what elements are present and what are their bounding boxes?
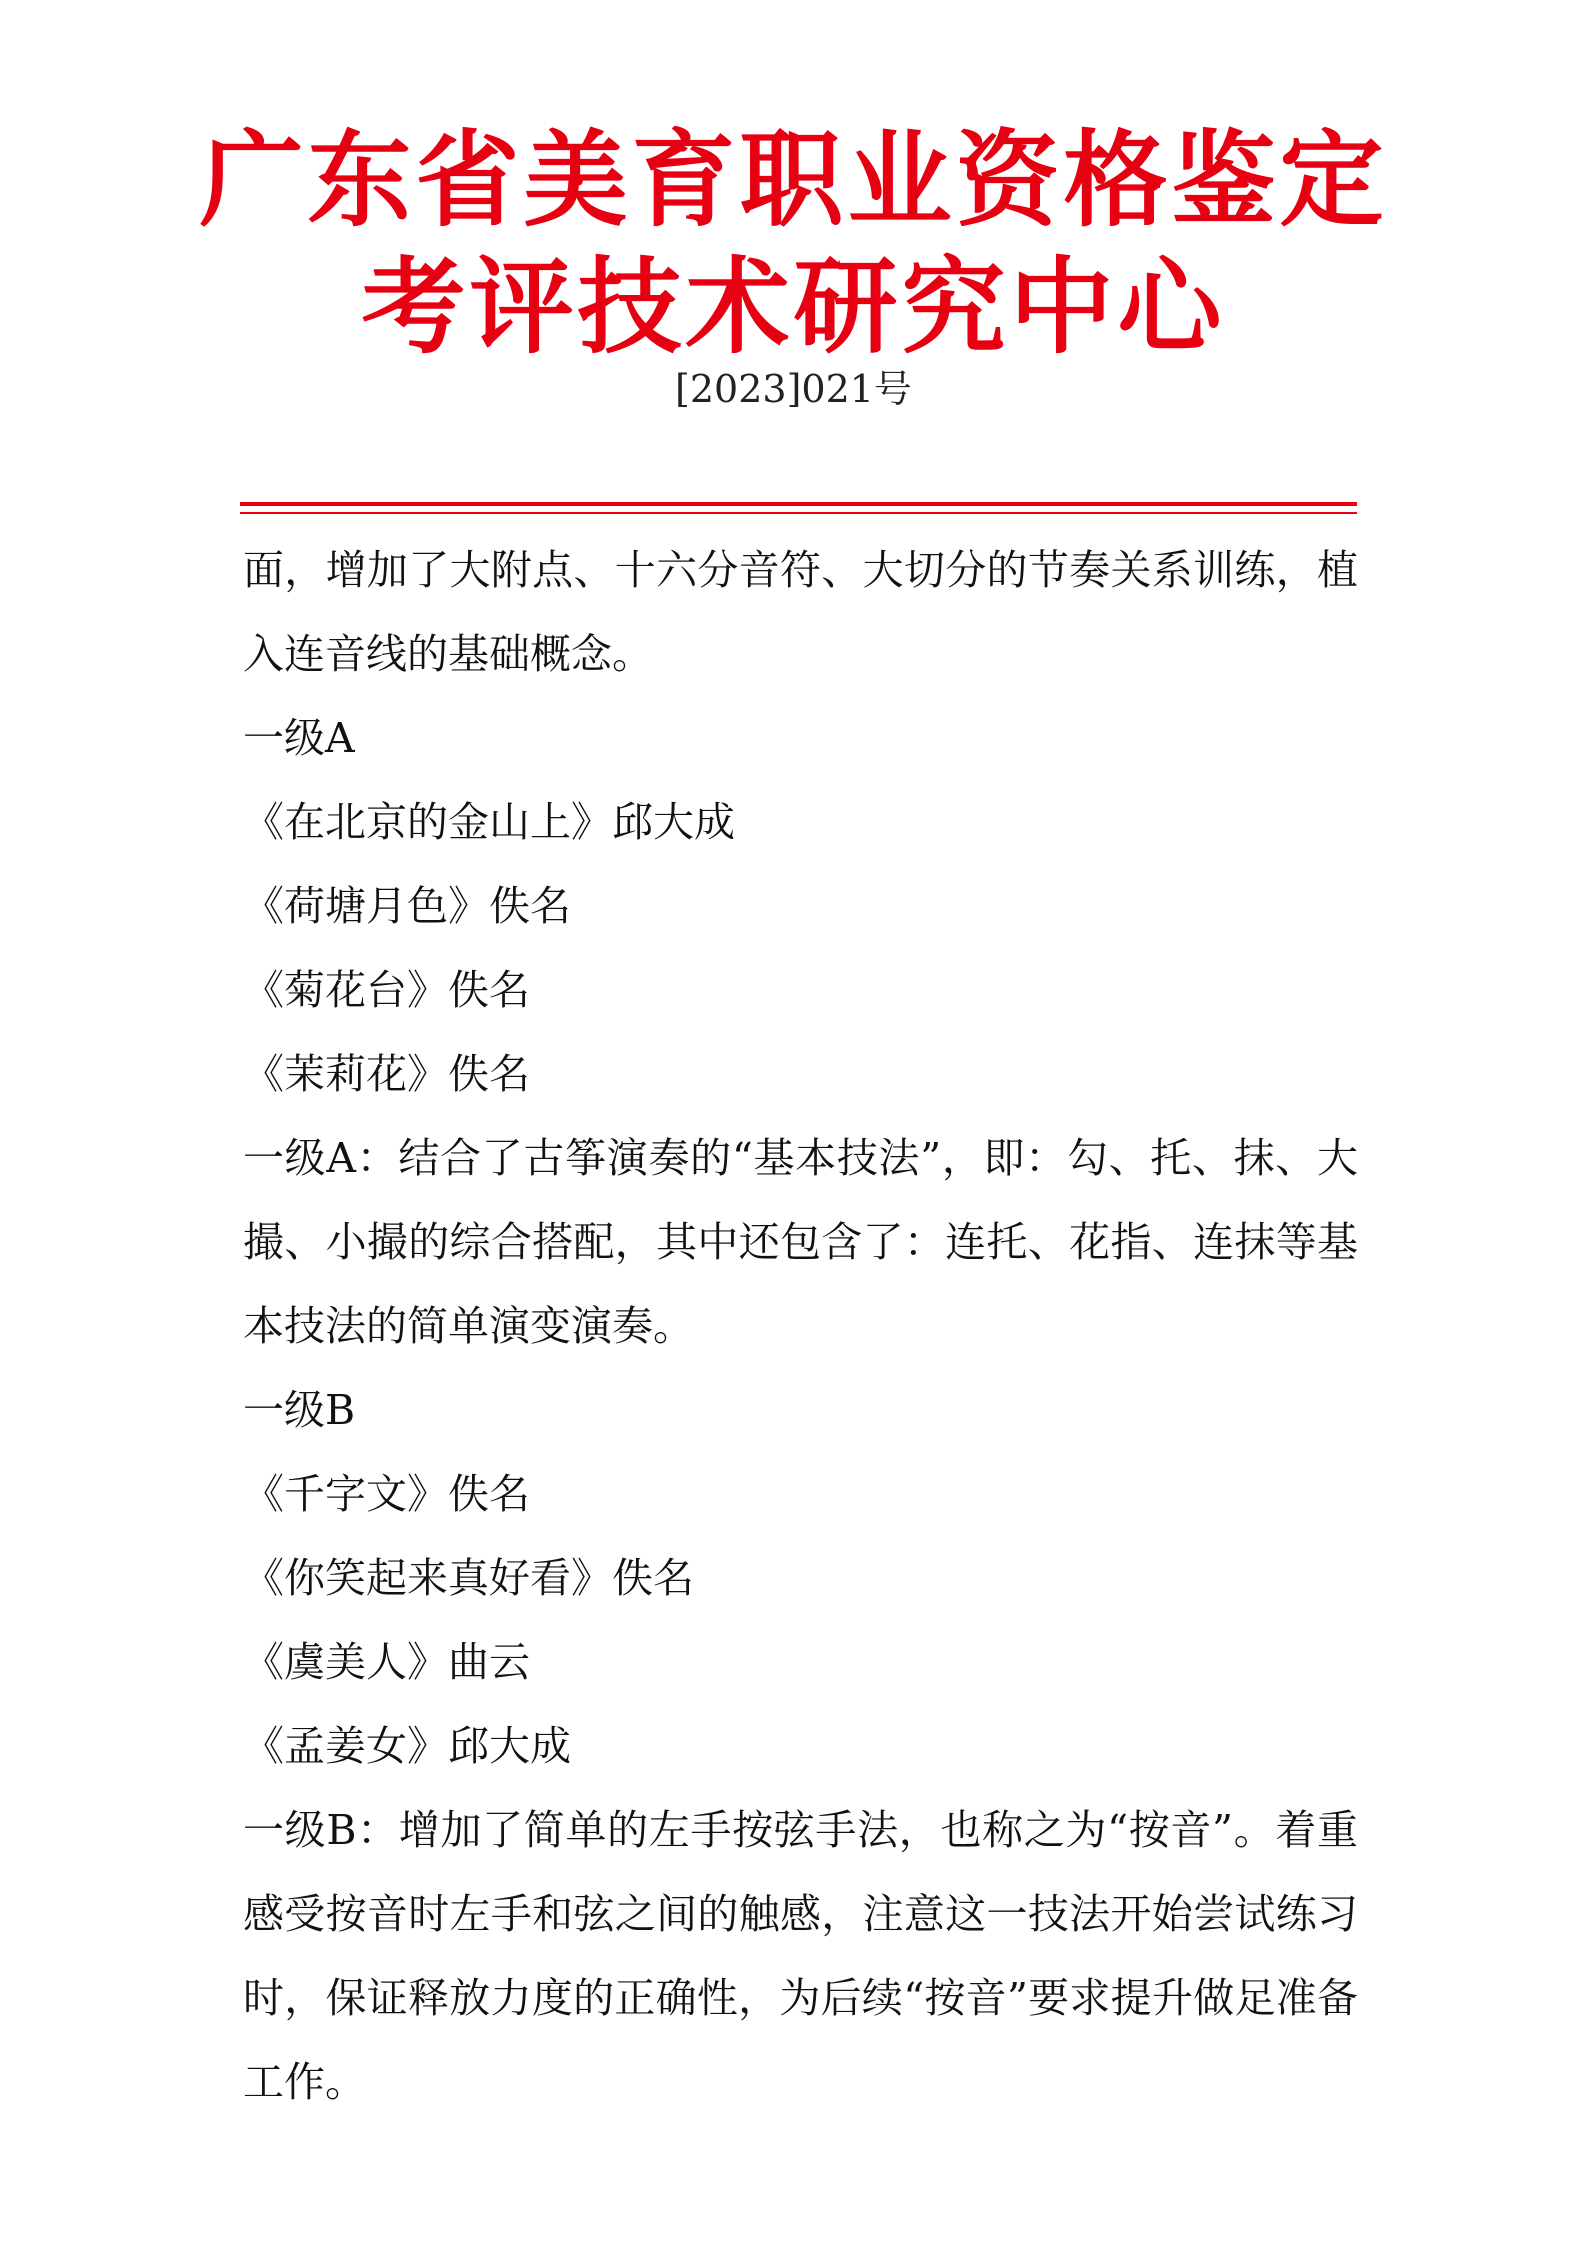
level-heading-1a: 一级A: [243, 714, 355, 762]
header-divider-thick: [240, 502, 1357, 506]
header-title-line-1: 广东省美育职业资格鉴定: [199, 119, 1388, 241]
repertoire-item: 《虞美人》曲云: [243, 1638, 530, 1686]
paragraph-continuation: 面，增加了大附点、十六分音符、大切分的节奏关系训练，植入连音线的基础概念。: [243, 546, 1358, 678]
repertoire-item: 《荷塘月色》佚名: [243, 882, 571, 930]
repertoire-item: 《在北京的金山上》邱大成: [243, 798, 735, 846]
level-heading-1b: 一级B: [243, 1386, 356, 1434]
repertoire-item: 《你笑起来真好看》佚名: [243, 1554, 694, 1602]
repertoire-item: 《千字文》佚名: [243, 1470, 530, 1518]
level-description-1a: 一级A：结合了古筝演奏的“基本技法”，即：勾、托、抹、大撮、小撮的综合搭配，其中还包含了：连托、花指、连抹等基本技法的简单演变演奏。: [243, 1134, 1358, 1350]
repertoire-item: 《菊花台》佚名: [243, 966, 530, 1014]
repertoire-item: 《孟姜女》邱大成: [243, 1722, 571, 1770]
document-body: [243, 528, 1358, 2124]
header-divider-thin: [240, 512, 1357, 514]
header-title-line-2: 考评技术研究中心: [361, 246, 1226, 368]
document-number: [2023]021号: [675, 367, 912, 411]
repertoire-item: 《茉莉花》佚名: [243, 1050, 530, 1098]
level-description-1b: 一级B：增加了简单的左手按弦手法，也称之为“按音”。着重感受按音时左手和弦之间的触感，注意这一技法开始尝试练习时，保证释放力度的正确性，为后续“按音”要求提升做足准备工作。: [243, 1806, 1358, 2106]
